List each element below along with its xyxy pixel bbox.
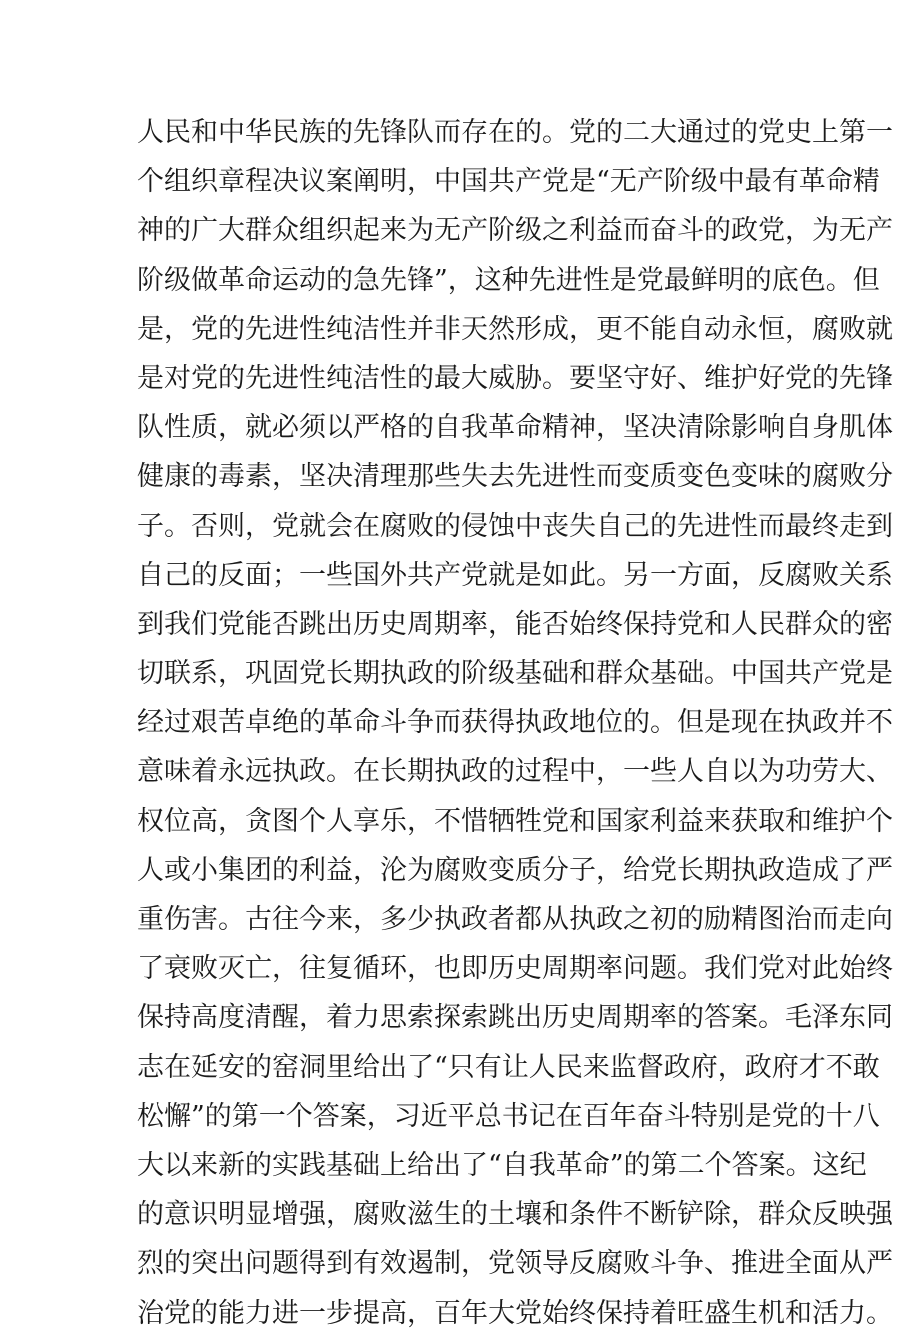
text-line-3: 神的广大群众组织起来为无产阶级之利益而奋斗的政党，为无产 — [137, 215, 893, 247]
body-paragraph — [137, 108, 893, 1338]
text-line-19: 保持高度清醒，着力思索探索跳出历史周期率的答案。毛泽东同 — [137, 1002, 893, 1034]
text-line-2: 个组织章程决议案阐明，中国共产党是“无产阶级中最有革命精 — [137, 166, 880, 198]
text-line-15: 权位高，贪图个人享乐，不惜牺牲党和国家利益来获取和维护个 — [137, 805, 893, 837]
text-line-5: 是，党的先进性纯洁性并非天然形成，更不能自动永恒，腐败就 — [137, 313, 893, 345]
text-line-10: 自己的反面；一些国外共产党就是如此。另一方面，反腐败关系 — [137, 559, 893, 591]
text-line-14: 意味着永远执政。在长期执政的过程中，一些人自以为功劳大、 — [137, 756, 893, 788]
text-line-13: 经过艰苦卓绝的革命斗争而获得执政地位的。但是现在执政并不 — [137, 707, 893, 739]
text-line-24: 烈的突出问题得到有效遏制，党领导反腐败斗争、推进全面从严 — [137, 1248, 893, 1280]
text-line-4: 阶级做革命运动的急先锋”，这种先进性是党最鲜明的底色。但 — [137, 264, 880, 296]
text-line-11: 到我们党能否跳出历史周期率，能否始终保持党和人民群众的密 — [137, 608, 893, 640]
text-line-17: 重伤害。古往今来，多少执政者都从执政之初的励精图治而走向 — [137, 904, 893, 935]
text-line-21: 松懈”的第一个答案，习近平总书记在百年奋斗特别是党的十八 — [137, 1100, 880, 1132]
text-line-23: 的意识明显增强，腐败滋生的土壤和条件不断铲除，群众反映强 — [137, 1199, 893, 1231]
text-line-18: 了衰败灭亡，往复循环，也即历史周期率问题。我们党对此始终 — [137, 953, 893, 985]
text-line-6: 是对党的先进性纯洁性的最大威胁。要坚守好、维护好党的先锋 — [137, 362, 893, 394]
text-line-9: 子。否则，党就会在腐败的侵蚀中丧失自己的先进性而最终走到 — [137, 510, 893, 542]
text-line-22: 大以来新的实践基础上给出了“自我革命”的第二个答案。这纪 — [137, 1149, 867, 1181]
text-line-7: 队性质，就必须以严格的自我革命精神，坚决清除影响自身肌体 — [137, 412, 893, 444]
text-line-20: 志在延安的窑洞里给出了“只有让人民来监督政府，政府才不敢 — [137, 1051, 880, 1083]
text-line-16: 人或小集团的利益，沦为腐败变质分子，给党长期执政造成了严 — [137, 854, 893, 886]
text-line-1: 人民和中华民族的先锋队而存在的。党的二大通过的党史上第一 — [137, 117, 893, 148]
text-line-25: 治党的能力进一步提高，百年大党始终保持着旺盛生机和活力。 — [137, 1297, 893, 1329]
text-line-8: 健康的毒素，坚决清理那些失去先进性而变质变色变味的腐败分 — [137, 461, 893, 493]
text-line-12: 切联系，巩固党长期执政的阶级基础和群众基础。中国共产党是 — [137, 658, 893, 690]
